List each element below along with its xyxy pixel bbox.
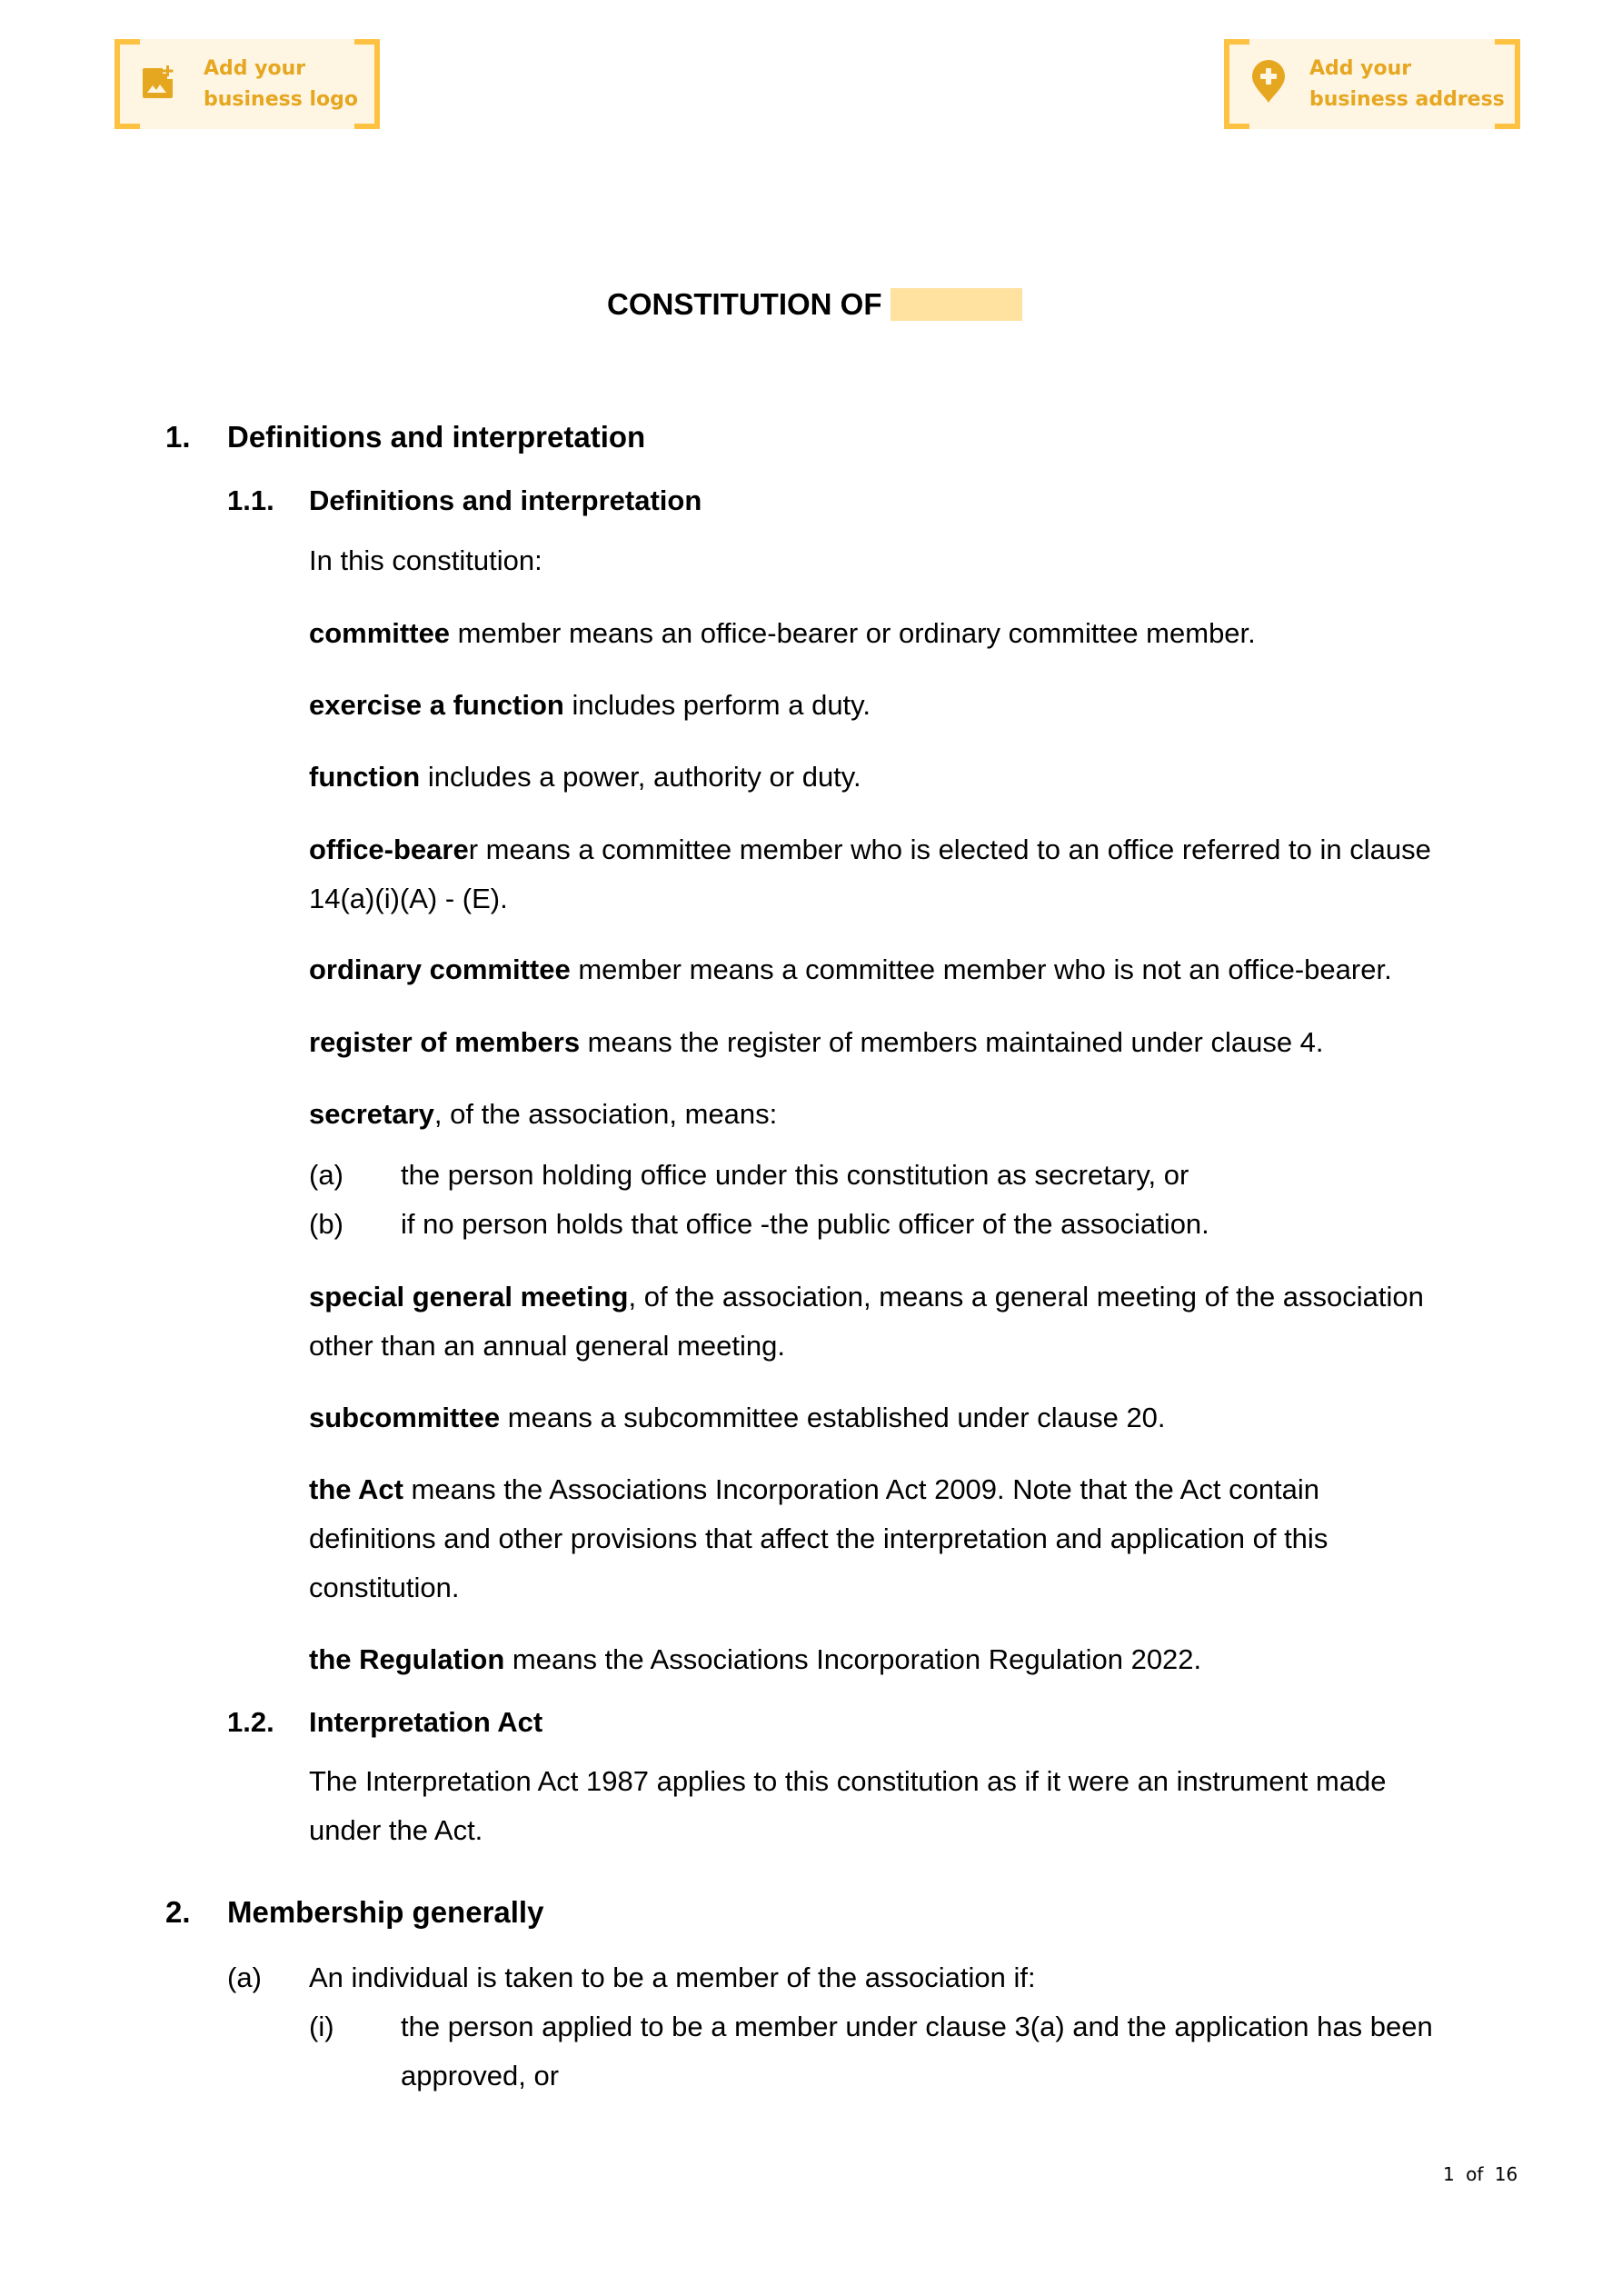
item-text: An individual is taken to be a member of the association if: [309, 1962, 1036, 1993]
term: special general meeting [309, 1281, 629, 1313]
item-label: (a) [227, 1962, 262, 1993]
interpretation-act-text: The Interpretation Act 1987 applies to this constitution as if it were an instrument made under the Act. [309, 1765, 1387, 1846]
term: exercise a function [309, 689, 564, 721]
section-title: Membership generally [227, 1895, 544, 1929]
definition-ordinary-committee [309, 945, 1472, 994]
section-number: 1. [165, 420, 191, 454]
item-text: if no person holds that office -the public officer of the association. [401, 1208, 1209, 1240]
definition-special-general-meeting [309, 1273, 1463, 1371]
add-business-address-button[interactable] [1224, 39, 1520, 129]
definition: member means an office-bearer or ordinary committee member. [450, 617, 1256, 649]
term: function [309, 761, 421, 793]
placeholder-line1: Add your [204, 56, 306, 80]
bracket-right [354, 39, 380, 129]
add-image-icon [142, 65, 176, 104]
term: subcommittee [309, 1402, 501, 1433]
definition: means a subcommittee established under clause 20. [500, 1402, 1166, 1433]
subsection-number: 1.2. [227, 1706, 274, 1738]
item-text: the person applied to be a member under clause 3(a) and the application has been approved, or [401, 2011, 1433, 2091]
bracket-left [114, 39, 140, 129]
definition: means the register of members maintained under clause 4. [580, 1026, 1324, 1058]
term: secretary [309, 1098, 434, 1130]
definition-committee [309, 609, 1472, 658]
definition-office-bearer [309, 825, 1463, 923]
term: ordinary committee [309, 953, 571, 985]
definition: , of the association, means a general meeting of the association other than an annual general meeting. [309, 1281, 1424, 1362]
subsection-title: Interpretation Act [309, 1706, 543, 1738]
placeholder-line2: business logo [204, 87, 358, 111]
term: the Act [309, 1473, 403, 1505]
subsection-title: Definitions and interpretation [309, 484, 702, 516]
item-label: (b) [309, 1208, 343, 1240]
definition: member means a committee member who is not an office-bearer. [570, 953, 1392, 985]
term: the Regulation [309, 1643, 505, 1675]
definition-the-regulation [309, 1635, 1472, 1684]
term: office-beare [309, 834, 469, 865]
definition: means the Associations Incorporation Act 2009. Note that the Act contain definitions and other provisions that affect the interpretation and application of this constitution. [309, 1473, 1328, 1603]
intro-text: In this constitution: [309, 544, 542, 576]
subsection-number: 1.1. [227, 484, 274, 516]
title-text: CONSTITUTION OF [607, 287, 882, 321]
term: register of members [309, 1026, 581, 1058]
section-title: Definitions and interpretation [227, 420, 646, 454]
section-number: 2. [165, 1895, 191, 1929]
item-label: (a) [309, 1159, 343, 1191]
definition: includes perform a duty. [563, 689, 871, 721]
bracket-left [1224, 39, 1249, 129]
location-pin-plus-icon [1251, 59, 1286, 109]
term: committee [309, 617, 451, 649]
definition-function [309, 753, 1472, 802]
document-title [607, 287, 1022, 322]
definition: , of the association, means: [433, 1098, 778, 1130]
placeholder-line2: business address [1309, 87, 1505, 111]
definition-register-of-members [309, 1018, 1472, 1067]
page-number: 1 of 16 [1443, 2163, 1518, 2185]
definition: r means a committee member who is elected to an office referred to in clause 14(a)(i)(A) - (E). [309, 834, 1431, 914]
item-label: (i) [309, 2011, 334, 2042]
definition-the-act [309, 1465, 1363, 1612]
definition: means the Associations Incorporation Regulation 2022. [504, 1643, 1202, 1675]
definition: includes a power, authority or duty. [420, 761, 861, 793]
organisation-name-field[interactable] [891, 288, 1022, 321]
definition-secretary [309, 1090, 1472, 1139]
definition-subcommittee [309, 1393, 1472, 1442]
definition-exercise-function [309, 681, 1472, 730]
add-business-logo-button[interactable] [114, 39, 380, 129]
placeholder-line1: Add your [1309, 56, 1412, 80]
bracket-right [1495, 39, 1520, 129]
item-text: the person holding office under this constitution as secretary, or [401, 1159, 1189, 1191]
